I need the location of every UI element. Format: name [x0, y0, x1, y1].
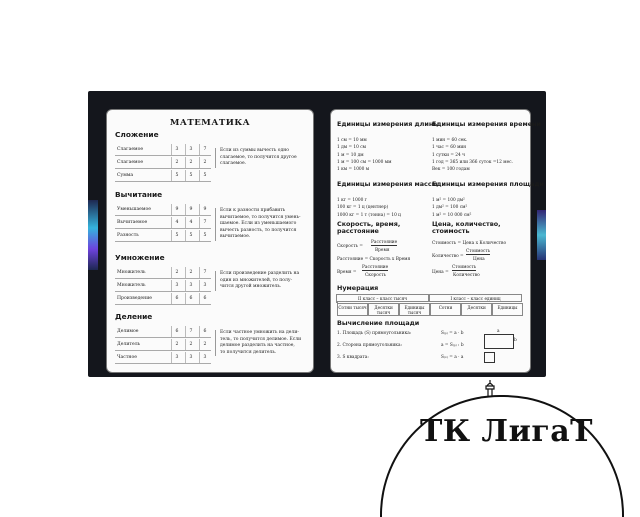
row-cell: 5 — [171, 230, 182, 241]
area-calc-title: Вычисление площади — [337, 319, 420, 327]
length-line: 1 см = 10 мм — [337, 138, 367, 143]
time-title: Единицы измерения времени — [432, 120, 541, 128]
length-line: 1 м = 100 см = 1000 мм — [337, 159, 392, 165]
section-title: Умножение — [115, 253, 165, 262]
numbering-column: Единицы тысяч — [399, 303, 430, 316]
speed-f1-den: Время — [375, 248, 390, 253]
class-thousands: II класс – класс тысяч — [336, 294, 429, 302]
time-line: 1 час = 60 мин — [432, 145, 467, 151]
section-description — [215, 330, 312, 356]
table-row — [115, 157, 211, 169]
speed-formula-3: Время = — [337, 270, 357, 275]
table-row — [115, 267, 211, 279]
row-cell: 4 — [171, 217, 182, 228]
row-cell: 4 — [185, 217, 196, 228]
row-label: Уменьшаемое — [117, 207, 151, 212]
description-line: вычитаемое. — [220, 234, 251, 240]
description-line: слагаемое. — [220, 161, 247, 167]
row-label: Слагаемое — [117, 147, 144, 152]
calc-line-3: 3. S квадрата: — [337, 355, 369, 360]
description-line: Если произведение разделить на — [220, 271, 300, 276]
row-cell: 3 — [185, 280, 196, 291]
row-cell: 2 — [199, 157, 210, 168]
class-units: I класс – класс единиц — [429, 294, 522, 302]
table-row — [115, 217, 211, 229]
mass-title: Единицы измерения массы — [337, 180, 438, 188]
price-formula-1: Стоимость = Цена х Количество — [432, 241, 507, 246]
price-f3-num: Стоимость — [452, 265, 477, 270]
calc-line-2: 2. Сторона прямоугольника: — [337, 343, 402, 348]
table-row — [115, 144, 211, 156]
rect-side-b: b — [514, 338, 517, 343]
speed-formula-2: Расстояние = Скорость х Время — [337, 257, 411, 262]
price-title: Цена, количество, стоимость — [432, 220, 501, 235]
section-description — [215, 271, 312, 291]
row-label: Вычитаемое — [117, 220, 148, 225]
row-label: Делимое — [117, 329, 139, 334]
section-description — [215, 148, 312, 168]
numbering-column: Сотни тысяч — [337, 303, 368, 316]
row-label: Множитель — [117, 283, 146, 288]
row-label: Сумма — [117, 173, 134, 178]
table-row — [115, 352, 211, 364]
description-line: вычесть разность, то получится — [220, 227, 297, 233]
tower-icon — [482, 380, 498, 396]
description-line: Если из суммы вычесть одно — [220, 148, 289, 153]
time-line: 1 год = 365 или 366 суток =12 мес. — [432, 159, 513, 165]
numbering-column: Десятки — [461, 303, 492, 316]
description-line: вычитаемое, то получится умень- — [220, 214, 301, 220]
table-row — [115, 326, 211, 338]
numbering-column: Сотни — [430, 303, 461, 316]
table-row — [115, 230, 211, 242]
time-line: Век = 100 годам — [432, 167, 470, 173]
page-title: МАТЕМАТИКА — [169, 118, 251, 128]
row-cell: 3 — [171, 352, 182, 363]
row-cell: 9 — [171, 204, 182, 215]
row-cell: 6 — [199, 293, 210, 304]
left-page — [106, 109, 314, 373]
length-line: 1 дм = 10 см — [337, 145, 367, 151]
calc-formula-2: a = S₍ₚ₎ : b — [441, 343, 464, 348]
row-cell: 7 — [185, 326, 196, 337]
row-cell: 7 — [199, 217, 210, 228]
row-cell: 9 — [199, 204, 210, 215]
rect-side-a: a — [497, 329, 500, 334]
price-formula-2: Количество = — [432, 254, 464, 259]
mass-line: 1 кг = 1000 г — [337, 198, 367, 203]
numbering-column: Единицы — [492, 303, 523, 316]
row-cell: 2 — [185, 339, 196, 350]
row-label: Разность — [117, 233, 139, 238]
cover-glow-left — [88, 200, 98, 270]
price-f3-den: Количество — [453, 273, 480, 278]
numbering-title: Нумерация — [337, 284, 379, 292]
row-label: Частное — [117, 355, 137, 360]
row-cell: 5 — [199, 230, 210, 241]
mass-line: 100 кг = 1 ц (центнер) — [337, 205, 389, 211]
row-cell: 9 — [185, 204, 196, 215]
price-f2-num: Стоимость — [466, 249, 491, 254]
square-diagram — [484, 352, 495, 363]
row-cell: 2 — [185, 267, 196, 278]
row-label: Произведение — [117, 296, 152, 301]
row-cell: 5 — [185, 230, 196, 241]
calc-formula-1: S₍ₚ₎ = a · b — [441, 331, 464, 336]
row-label: Делитель — [117, 342, 141, 347]
table-row — [115, 170, 211, 182]
speed-f3-num: Расстояние — [362, 265, 389, 270]
description-line: тель, то получится делимое. Если — [220, 336, 302, 342]
row-cell: 3 — [185, 144, 196, 155]
row-cell: 3 — [171, 144, 182, 155]
section-description — [215, 208, 312, 241]
table-row — [115, 339, 211, 351]
description-line: один из множителей, то полу- — [220, 277, 293, 283]
section-title: Вычитание — [115, 190, 163, 199]
row-cell: 3 — [199, 280, 210, 291]
description-line: делимое разделить на частное, — [220, 343, 295, 349]
description-line: слагаемое, то получится другое — [220, 154, 297, 160]
row-cell: 6 — [171, 293, 182, 304]
description-line: то получится делитель. — [220, 349, 277, 355]
area-line: 1 м² = 100 дм² — [432, 198, 465, 203]
row-cell: 7 — [199, 267, 210, 278]
row-cell: 2 — [199, 339, 210, 350]
price-formula-3: Цена = — [432, 270, 449, 275]
area-title: Единицы измерения площади — [432, 180, 545, 188]
row-cell: 2 — [185, 157, 196, 168]
section-title: Сложение — [115, 130, 159, 139]
description-line: чится другой множитель. — [220, 284, 282, 290]
row-cell: 3 — [185, 352, 196, 363]
row-cell: 7 — [199, 144, 210, 155]
table-row — [115, 293, 211, 305]
row-cell: 5 — [199, 170, 210, 181]
row-cell: 6 — [185, 293, 196, 304]
price-f2-den: Цена — [473, 257, 485, 262]
brand-logo-text: ТК ЛигаТ — [420, 414, 593, 449]
length-line: 1 м = 10 дм — [337, 152, 364, 158]
calc-formula-3: S₍ₓ₎ = a · a — [441, 355, 464, 360]
cover-glow-right — [537, 210, 546, 260]
calc-line-1: 1. Площадь (S) прямоугольника: — [337, 331, 412, 336]
length-title: Единицы измерения длины — [337, 120, 440, 128]
description-line: Если частное умножить на дели- — [220, 330, 299, 335]
row-cell: 5 — [171, 170, 182, 181]
table-row — [115, 204, 211, 216]
description-line: Если к разности прибавить — [220, 208, 286, 213]
speed-f3-den: Скорость — [365, 273, 387, 278]
row-cell: 6 — [171, 326, 182, 337]
row-cell: 6 — [199, 326, 210, 337]
row-cell: 5 — [185, 170, 196, 181]
area-line: 1 м² = 10 000 см² — [432, 212, 472, 218]
row-cell: 2 — [171, 267, 182, 278]
speed-f1-num: Расстояние — [371, 240, 398, 245]
section-title: Деление — [115, 312, 153, 321]
row-label: Множитель — [117, 270, 146, 275]
description-line: шаемое. Если из уменьшаемого — [220, 221, 297, 227]
speed-formula-1: Скорость = — [337, 244, 363, 249]
row-cell: 3 — [199, 352, 210, 363]
area-line: 1 дм² = 100 см² — [432, 205, 468, 211]
numbering-column: Десятки тысяч — [368, 303, 399, 316]
time-line: 1 мин = 60 сек. — [432, 138, 468, 143]
mass-line: 1000 кг = 1 т (тонна) = 10 ц — [337, 212, 401, 218]
row-label: Слагаемое — [117, 160, 144, 165]
row-cell: 2 — [171, 157, 182, 168]
rectangle-diagram — [484, 334, 514, 349]
row-cell: 2 — [171, 339, 182, 350]
table-row — [115, 280, 211, 292]
speed-title: Скорость, время, расстояние — [337, 220, 401, 235]
row-cell: 3 — [171, 280, 182, 291]
length-line: 1 км = 1000 м — [337, 167, 370, 173]
time-line: 1 сутки = 24 ч — [432, 152, 465, 158]
